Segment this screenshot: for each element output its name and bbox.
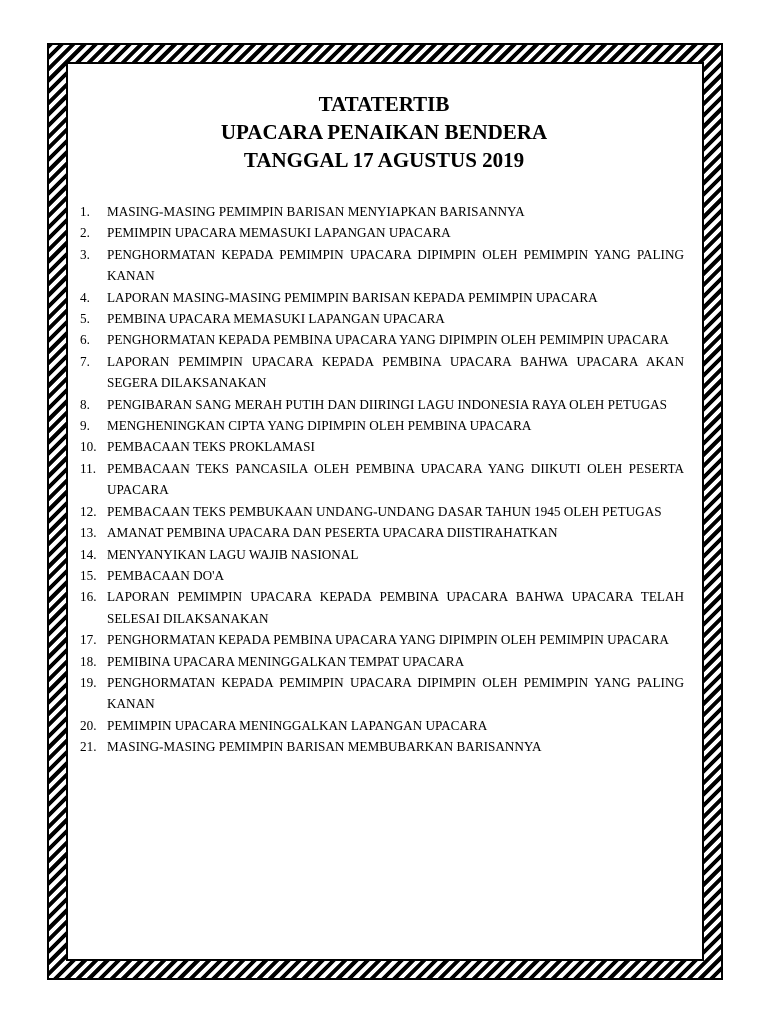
list-item	[80, 501, 684, 522]
item-number: 17.	[80, 632, 97, 648]
rules-list	[80, 201, 684, 758]
item-number: 9.	[80, 418, 90, 434]
list-item	[80, 415, 684, 436]
item-text: PENGHORMATAN KEPADA PEMBINA UPACARA YANG DIPIMPIN OLEH PEMIMPIN UPACARA	[107, 332, 669, 348]
list-item	[80, 329, 684, 350]
item-number: 5.	[80, 311, 90, 327]
item-text: PEMBACAAN TEKS PROKLAMASI	[107, 439, 315, 455]
item-text: LAPORAN PEMIMPIN UPACARA KEPADA PEMBINA UPACARA BAHWA UPACARA AKAN SEGERA DILAKSANAKAN	[107, 353, 684, 391]
item-number: 12.	[80, 503, 97, 519]
list-item	[80, 287, 684, 308]
item-number: 10.	[80, 439, 97, 455]
item-number: 18.	[80, 653, 97, 669]
item-text: LAPORAN MASING-MASING PEMIMPIN BARISAN KEPADA PEMIMPIN UPACARA	[107, 289, 598, 305]
list-item	[80, 244, 684, 287]
item-text: MASING-MASING PEMIMPIN BARISAN MENYIAPKAN BARISANNYA	[107, 204, 525, 219]
item-text: PEMIBINA UPACARA MENINGGALKAN TEMPAT UPACARA	[107, 653, 465, 669]
item-text: MENYANYIKAN LAGU WAJIB NASIONAL	[107, 546, 359, 562]
item-text: AMANAT PEMBINA UPACARA DAN PESERTA UPACARA DIISTIRAHATKAN	[107, 525, 558, 541]
item-number: 6.	[80, 332, 90, 348]
item-number: 4.	[80, 289, 90, 305]
list-item	[80, 672, 684, 715]
item-text: PENGHORMATAN KEPADA PEMIMPIN UPACARA DIPIMPIN OLEH PEMIMPIN YANG PALING KANAN	[107, 246, 684, 284]
item-number: 13.	[80, 525, 97, 541]
item-number: 7.	[80, 353, 90, 369]
item-number: 16.	[80, 589, 97, 605]
item-number: 1.	[80, 204, 90, 219]
item-number: 2.	[80, 225, 90, 241]
title-line-2: UPACARA PENAIKAN BENDERA	[220, 120, 548, 144]
list-item	[80, 629, 684, 650]
item-number: 11.	[80, 460, 96, 476]
item-text: PEMBACAAN TEKS PEMBUKAAN UNDANG-UNDANG DASAR TAHUN 1945 OLEH PETUGAS	[107, 503, 662, 519]
item-number: 19.	[80, 674, 97, 690]
list-item	[80, 351, 684, 394]
item-number: 20.	[80, 717, 97, 733]
title-line-3: TANGGAL 17 AGUSTUS 2019	[243, 148, 525, 172]
item-text: PEMBACAAN DO'A	[107, 567, 225, 583]
title-line-1: TATATERTIB	[318, 92, 450, 116]
list-item	[80, 715, 684, 736]
list-item	[80, 651, 684, 672]
item-number: 21.	[80, 739, 97, 755]
item-text: MASING-MASING PEMIMPIN BARISAN MEMBUBARKAN BARISANNYA	[107, 739, 542, 755]
item-text: PEMBINA UPACARA MEMASUKI LAPANGAN UPACARA	[107, 311, 445, 327]
item-text: PENGHORMATAN KEPADA PEMBINA UPACARA YANG DIPIMPIN OLEH PEMIMPIN UPACARA	[107, 632, 669, 648]
item-text: MENGHENINGKAN CIPTA YANG DIPIMPIN OLEH PEMBINA UPACARA	[107, 418, 532, 434]
list-item	[80, 522, 684, 543]
document-title	[0, 90, 768, 174]
item-number: 15.	[80, 567, 97, 583]
item-text: PENGIBARAN SANG MERAH PUTIH DAN DIIRINGI LAGU INDONESIA RAYA OLEH PETUGAS	[107, 396, 667, 412]
list-item	[80, 222, 684, 243]
list-item	[80, 394, 684, 415]
list-item	[80, 565, 684, 586]
item-number: 14.	[80, 546, 97, 562]
item-text: PEMIMPIN UPACARA MEMASUKI LAPANGAN UPACARA	[107, 225, 451, 241]
list-item	[80, 736, 684, 757]
item-text: PENGHORMATAN KEPADA PEMIMPIN UPACARA DIPIMPIN OLEH PEMIMPIN YANG PALING KANAN	[107, 674, 684, 712]
list-item	[80, 544, 684, 565]
item-text: PEMIMPIN UPACARA MENINGGALKAN LAPANGAN UPACARA	[107, 717, 488, 733]
item-number: 3.	[80, 246, 90, 262]
list-item	[80, 308, 684, 329]
list-item	[80, 436, 684, 457]
item-text: LAPORAN PEMIMPIN UPACARA KEPADA PEMBINA UPACARA BAHWA UPACARA TELAH SELESAI DILAKSANAKAN	[107, 589, 684, 626]
list-item	[80, 586, 684, 629]
list-item	[80, 201, 684, 222]
item-number: 8.	[80, 396, 90, 412]
list-item	[80, 458, 684, 501]
item-text: PEMBACAAN TEKS PANCASILA OLEH PEMBINA UPACARA YANG DIIKUTI OLEH PESERTA UPACARA	[107, 460, 684, 498]
